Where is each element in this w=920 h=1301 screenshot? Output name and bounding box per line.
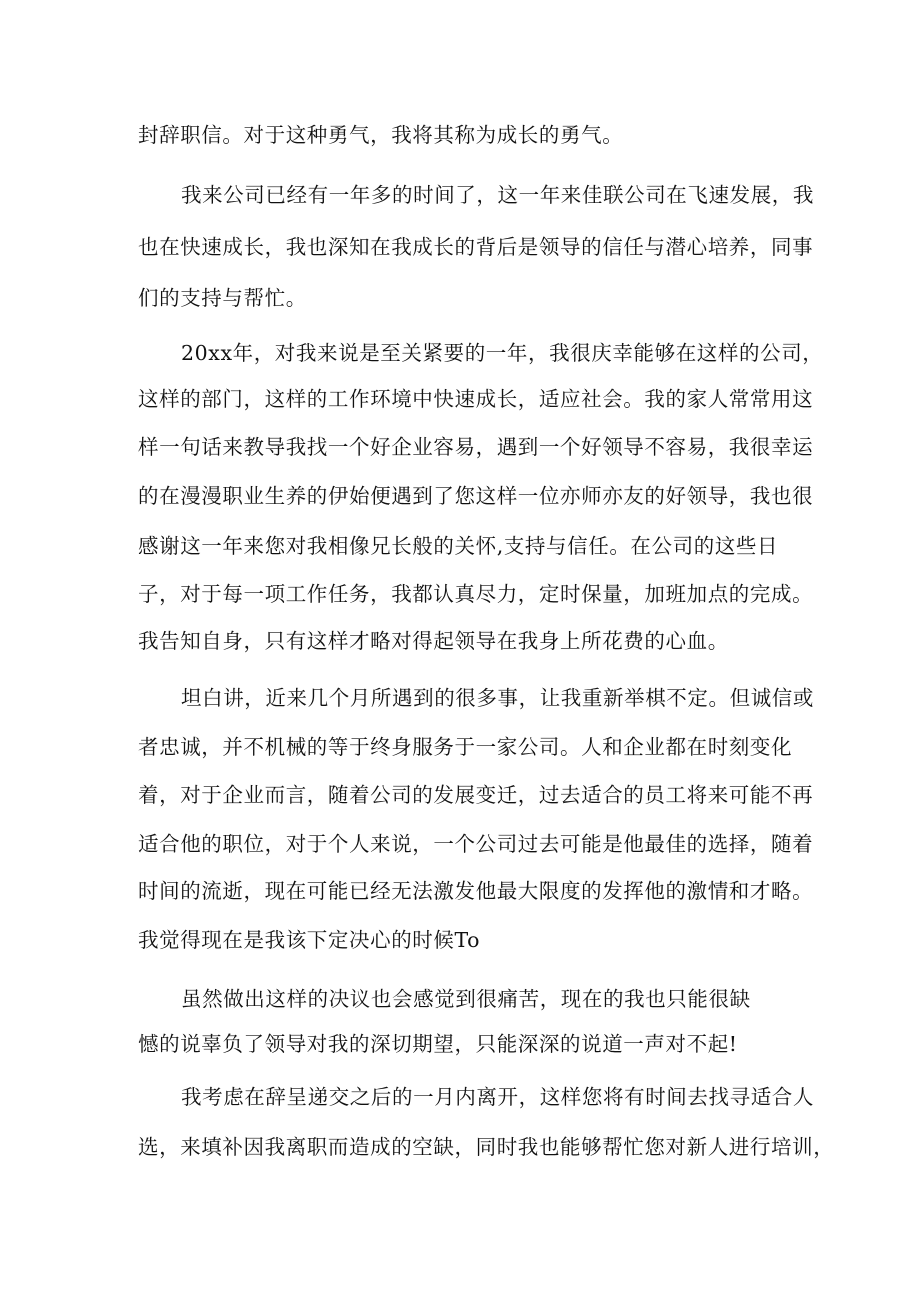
text-line: 虽然做出这样的决议也会感觉到很痛苦，现在的我也只能很缺 [181,987,751,1011]
text-line: 我考虑在辞呈递交之后的一月内离开，这样您将有时间去找寻适合人 [181,1085,814,1109]
text-line: 我来公司已经有一年多的时间了，这一年来佳联公司在飞速发展，我 [181,183,814,207]
text-line: 子，对于每一项工作任务，我都认真尽力，定时保量，加班加点的完成。 [138,582,814,606]
text-line: 感谢这一年来您对我相像兄长般的关怀,支持与信任。在公司的这些日 [138,534,779,558]
text-line: 封辞职信。对于这种勇气，我将其称为成长的勇气。 [138,123,624,147]
text-line: 坦白讲，近来几个月所遇到的很多事，让我重新举棋不定。但诚信或 [181,686,814,710]
text-line: 着，对于企业而言，随着公司的发展变迁，过去适合的员工将来可能不再 [138,783,814,807]
text-line: 也在快速成长，我也深知在我成长的背后是领导的信任与潜心培养，同事 [138,235,814,259]
text-line: 我告知自身，只有这样才略对得起领导在我身上所花费的心血。 [138,629,729,653]
text-line: 时间的流逝，现在可能已经无法激发他最大限度的发挥他的激情和才略。 [138,879,814,903]
text-line: 的在漫漫职业生养的伊始便遇到了您这样一位亦师亦友的好领导，我也很 [138,484,814,508]
text-line: 20xx年，对我来说是至关紧要的一年，我很庆幸能够在这样的公司， [181,341,824,365]
text-line: 我觉得现在是我该下定决心的时候To [138,928,481,952]
text-line: 憾的说辜负了领导对我的深切期望，只能深深的说道一声对不起! [138,1032,738,1056]
text-line: 选，来填补因我离职而造成的空缺，同时我也能够帮忙您对新人进行培训， [138,1135,835,1159]
text-line: 适合他的职位，对于个人来说，一个公司过去可能是他最佳的选择，随着 [138,832,814,856]
text-line: 这样的部门，这样的工作环境中快速成长，适应社会。我的家人常常用这 [138,387,814,411]
text-line: 样一句话来教导我找一个好企业容易，遇到一个好领导不容易，我很幸运 [138,435,814,459]
text-line: 者忠诚，并不机械的等于终身服务于一家公司。人和企业都在时刻变化 [138,735,793,759]
text-line: 们的支持与帮忙。 [138,286,307,310]
